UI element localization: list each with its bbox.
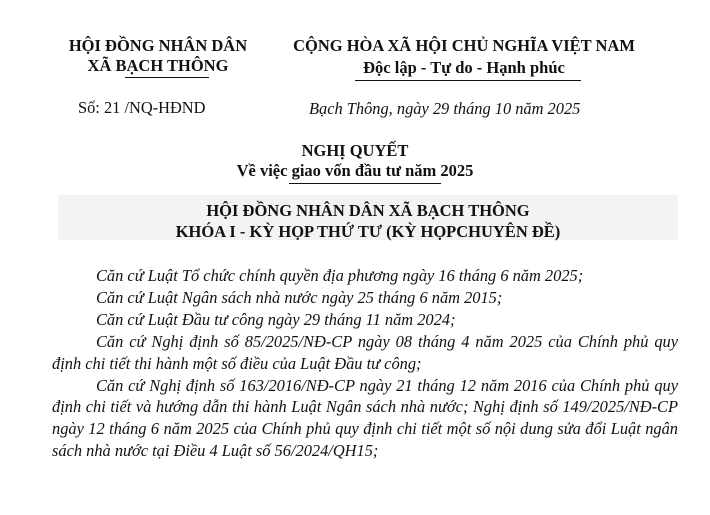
issuer-title-line1: HỘI ĐỒNG NHÂN DÂN XÃ BẠCH THÔNG: [206, 201, 530, 220]
motto-underline: [355, 80, 581, 81]
document-type: NGHỊ QUYẾT: [301, 141, 409, 160]
ground-item: Căn cứ Nghị định số 85/2025/NĐ-CP ngày 08 tháng 4 năm 2025 của Chính phủ quy định chi tiết thi hành một số điều của Luật Đầu tư công;: [52, 331, 678, 373]
place-date: Bạch Thông, ngày 29 tháng 10 năm 2025: [309, 99, 581, 118]
ground-item: Căn cứ Luật Ngân sách nhà nước ngày 25 tháng 6 năm 2015;: [96, 287, 503, 307]
issuer-org-line1: HỘI ĐỒNG NHÂN DÂN: [68, 36, 248, 55]
ground-item: Căn cứ Luật Đầu tư công ngày 29 tháng 11 năm 2024;: [96, 309, 456, 329]
document-number: Số: 21 /NQ-HĐND: [78, 98, 206, 117]
ground-item: Căn cứ Luật Tổ chức chính quyền địa phương ngày 16 tháng 6 năm 2025;: [96, 266, 584, 285]
document-subject: Về việc giao vốn đầu tư năm 2025: [236, 161, 474, 180]
republic-motto: Độc lập - Tự do - Hạnh phúc: [363, 58, 565, 77]
issuer-title-line2: KHÓA I - KỲ HỌP THỨ TƯ (KỲ HỌPCHUYÊN ĐỀ): [175, 222, 561, 241]
subject-underline: [289, 183, 441, 184]
legal-grounds: [52, 265, 678, 462]
republic-name: CỘNG HÒA XÃ HỘI CHỦ NGHĨA VIỆT NAM: [293, 36, 635, 55]
issuer-org-line2: XÃ BẠCH THÔNG: [87, 56, 229, 75]
ground-item: Căn cứ Nghị định số 163/2016/NĐ-CP ngày 21 tháng 12 năm 2016 của Chính phủ quy định chi tiết và hướng dẫn thi hành Luật Ngân sách nhà nước; Nghị định số 149/2025/NĐ-CP ngày 12 tháng 6 năm 2025 của Chính phủ quy định chi tiết một số nội dung sửa đổi Luật ngân sách nhà nước tại Điều 4 Luật số 56/2024/QH15;: [52, 375, 678, 461]
issuer-underline: [125, 77, 209, 78]
